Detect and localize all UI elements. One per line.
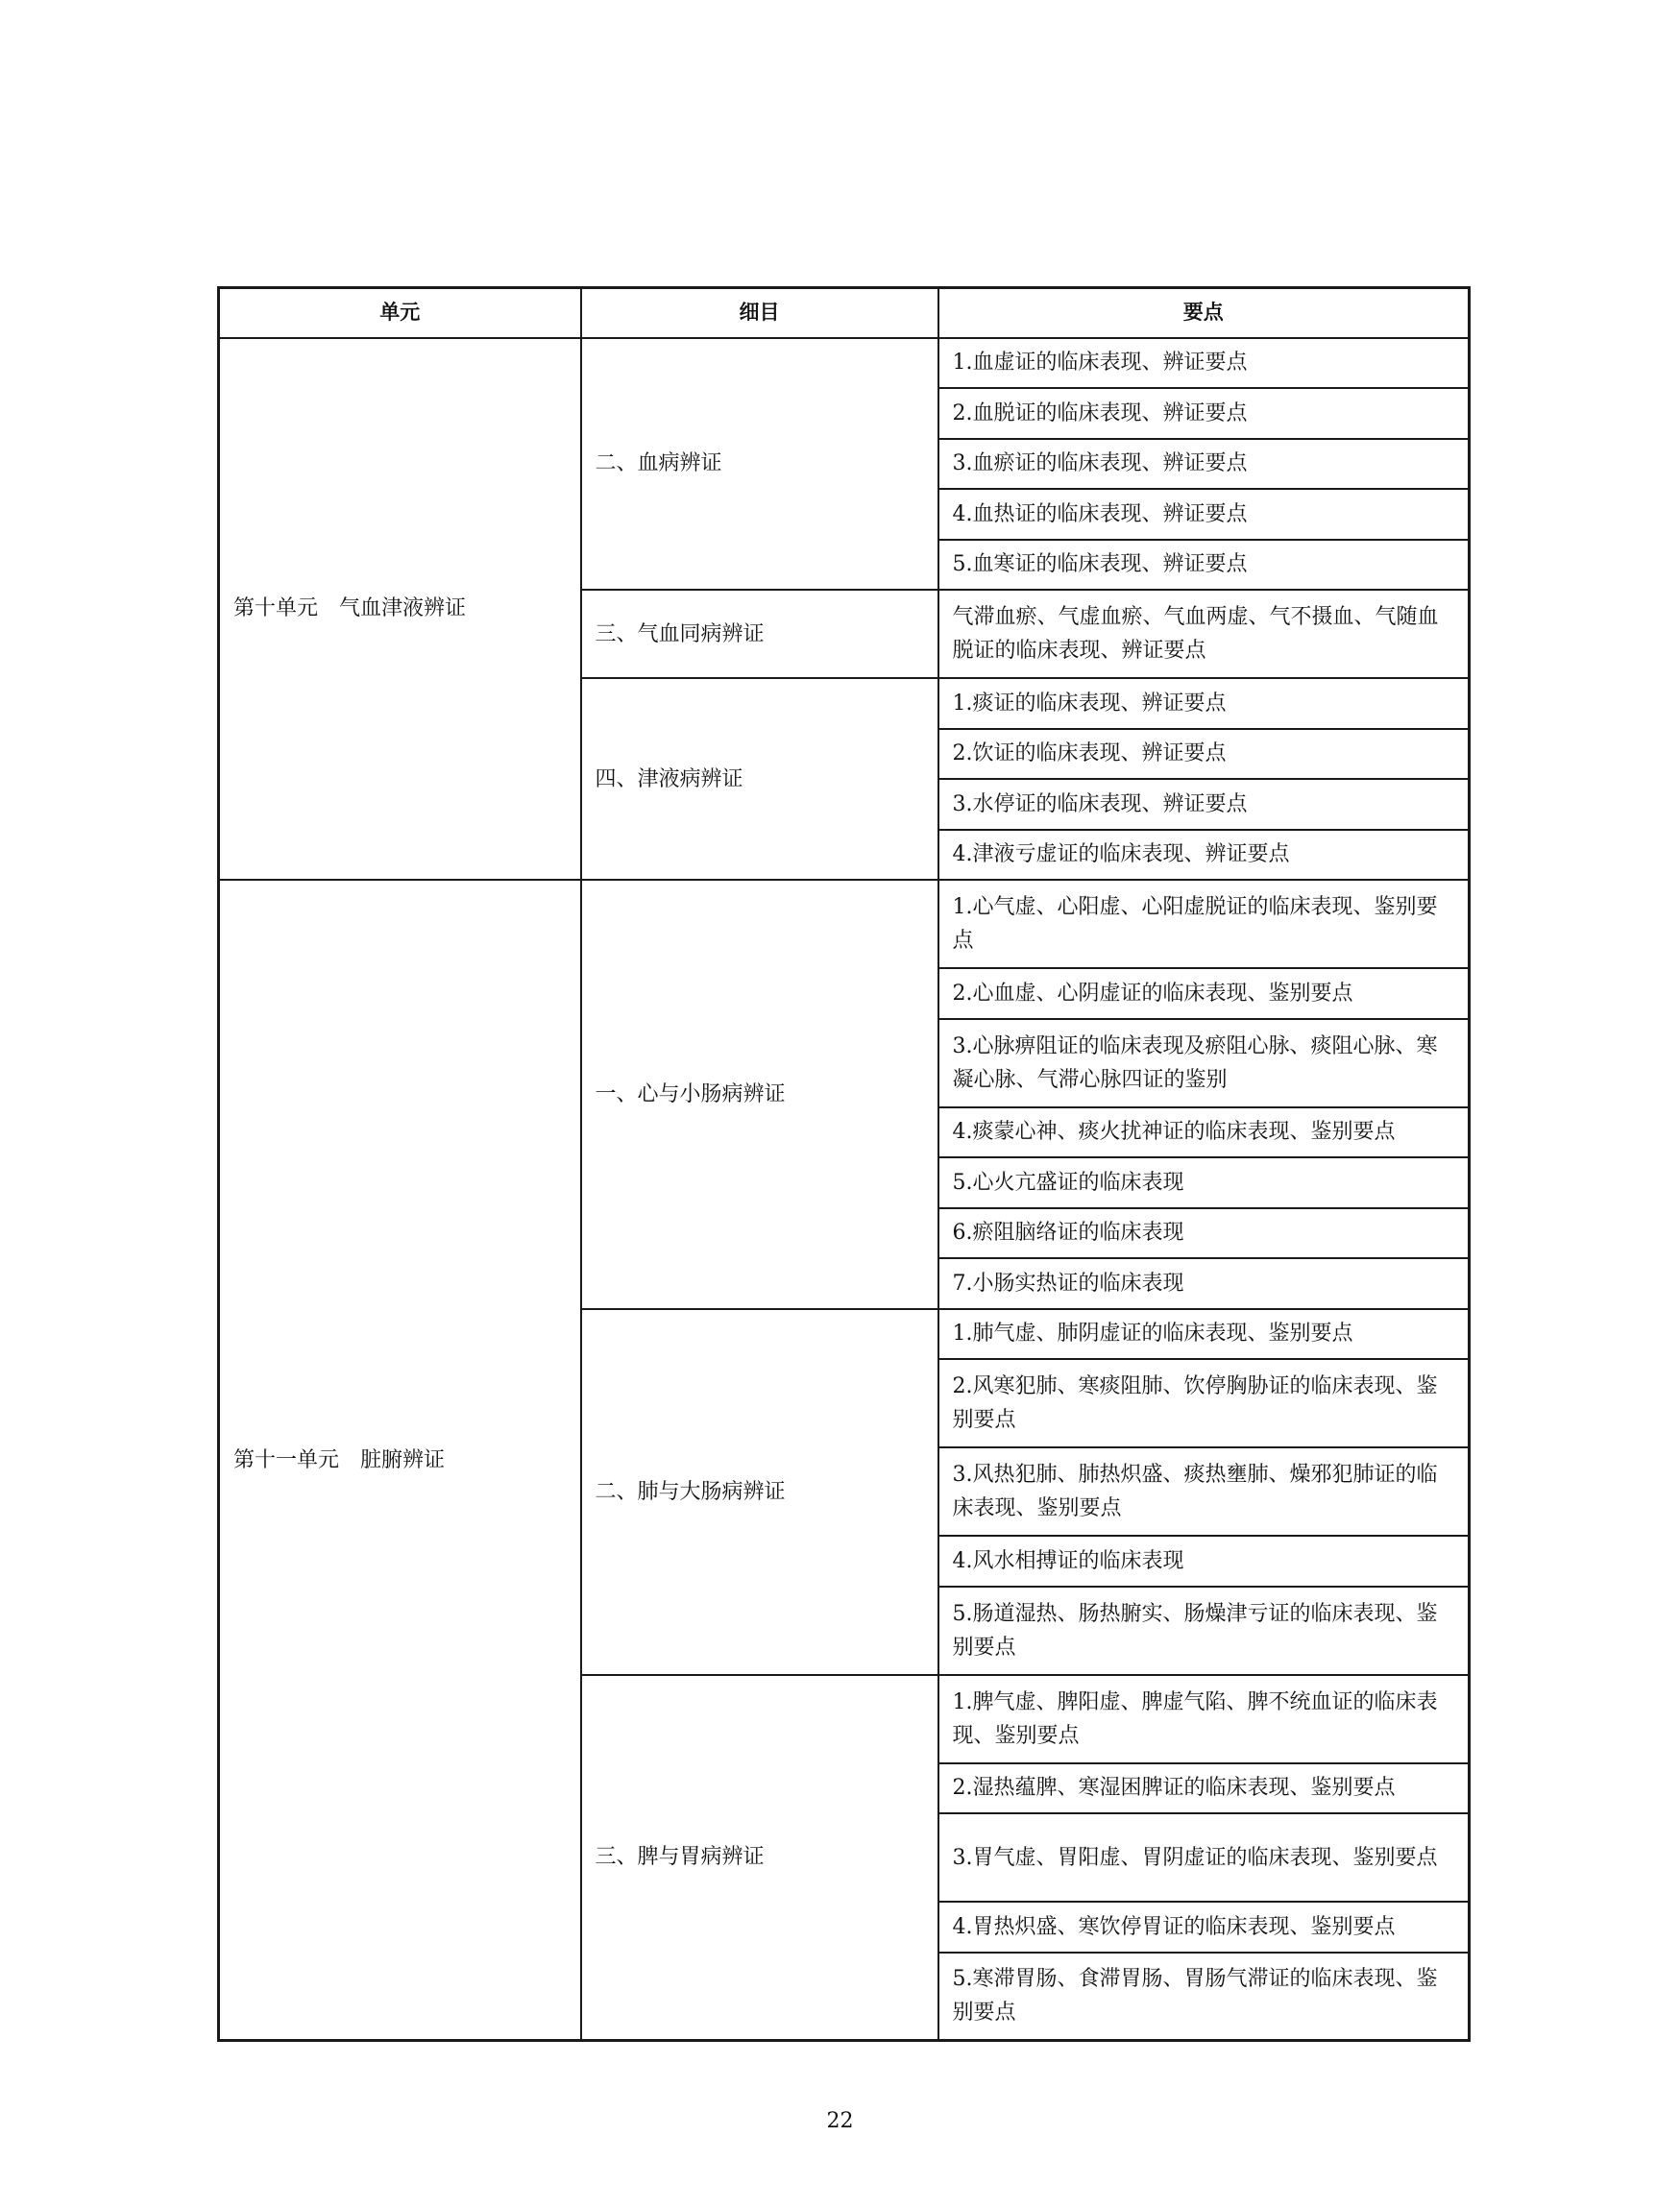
point-cell: 2.血脱证的临床表现、辨证要点 [938, 388, 1470, 439]
point-cell: 5.肠道湿热、肠热腑实、肠燥津亏证的临床表现、鉴别要点 [938, 1587, 1470, 1675]
point-cell: 4.胃热炽盛、寒饮停胃证的临床表现、鉴别要点 [938, 1902, 1470, 1953]
point-cell: 3.水停证的临床表现、辨证要点 [938, 779, 1470, 830]
point-cell: 2.饮证的临床表现、辨证要点 [938, 729, 1470, 780]
unit-cell: 第十单元 气血津液辨证 [219, 338, 581, 881]
syllabus-table [217, 286, 1471, 2042]
detail-cell: 三、脾与胃病辨证 [581, 1675, 938, 2041]
header-unit: 单元 [219, 288, 581, 338]
header-points: 要点 [938, 288, 1470, 338]
point-cell: 5.寒滞胃肠、食滞胃肠、胃肠气滞证的临床表现、鉴别要点 [938, 1953, 1470, 2041]
point-cell: 5.血寒证的临床表现、辨证要点 [938, 540, 1470, 591]
point-cell: 3.血瘀证的临床表现、辨证要点 [938, 439, 1470, 490]
unit-cell: 第十一单元 脏腑辨证 [219, 880, 581, 2041]
point-cell: 1.心气虚、心阳虚、心阳虚脱证的临床表现、鉴别要点 [938, 880, 1470, 968]
point-cell: 6.瘀阻脑络证的临床表现 [938, 1208, 1470, 1259]
point-cell: 2.心血虚、心阴虚证的临床表现、鉴别要点 [938, 968, 1470, 1019]
point-cell: 7.小肠实热证的临床表现 [938, 1258, 1470, 1309]
point-cell: 4.津液亏虚证的临床表现、辨证要点 [938, 830, 1470, 881]
table-row [219, 338, 1470, 389]
point-cell: 4.痰蒙心神、痰火扰神证的临床表现、鉴别要点 [938, 1107, 1470, 1158]
point-cell: 4.血热证的临床表现、辨证要点 [938, 489, 1470, 540]
page-number: 22 [826, 2109, 854, 2133]
point-cell: 3.胃气虚、胃阳虚、胃阴虚证的临床表现、鉴别要点 [938, 1813, 1470, 1902]
point-cell: 3.风热犯肺、肺热炽盛、痰热壅肺、燥邪犯肺证的临床表现、鉴别要点 [938, 1447, 1470, 1536]
point-cell: 1.肺气虚、肺阴虚证的临床表现、鉴别要点 [938, 1309, 1470, 1360]
detail-cell: 二、肺与大肠病辨证 [581, 1309, 938, 1675]
table-row [219, 880, 1470, 968]
header-detail: 细目 [581, 288, 938, 338]
point-cell: 气滞血瘀、气虚血瘀、气血两虚、气不摄血、气随血脱证的临床表现、辨证要点 [938, 590, 1470, 678]
point-cell: 4.风水相搏证的临床表现 [938, 1536, 1470, 1587]
point-cell: 5.心火亢盛证的临床表现 [938, 1157, 1470, 1208]
point-cell: 2.湿热蕴脾、寒湿困脾证的临床表现、鉴别要点 [938, 1763, 1470, 1814]
point-cell: 1.血虚证的临床表现、辨证要点 [938, 338, 1470, 389]
detail-cell: 三、气血同病辨证 [581, 590, 938, 678]
point-cell: 2.风寒犯肺、寒痰阻肺、饮停胸胁证的临床表现、鉴别要点 [938, 1359, 1470, 1447]
detail-cell: 一、心与小肠病辨证 [581, 880, 938, 1309]
header-row [219, 288, 1470, 338]
detail-cell: 二、血病辨证 [581, 338, 938, 591]
point-cell: 1.痰证的临床表现、辨证要点 [938, 678, 1470, 729]
point-cell: 3.心脉痹阻证的临床表现及瘀阻心脉、痰阻心脉、寒凝心脉、气滞心脉四证的鉴别 [938, 1019, 1470, 1107]
detail-cell: 四、津液病辨证 [581, 678, 938, 880]
point-cell: 1.脾气虚、脾阳虚、脾虚气陷、脾不统血证的临床表现、鉴别要点 [938, 1675, 1470, 1763]
